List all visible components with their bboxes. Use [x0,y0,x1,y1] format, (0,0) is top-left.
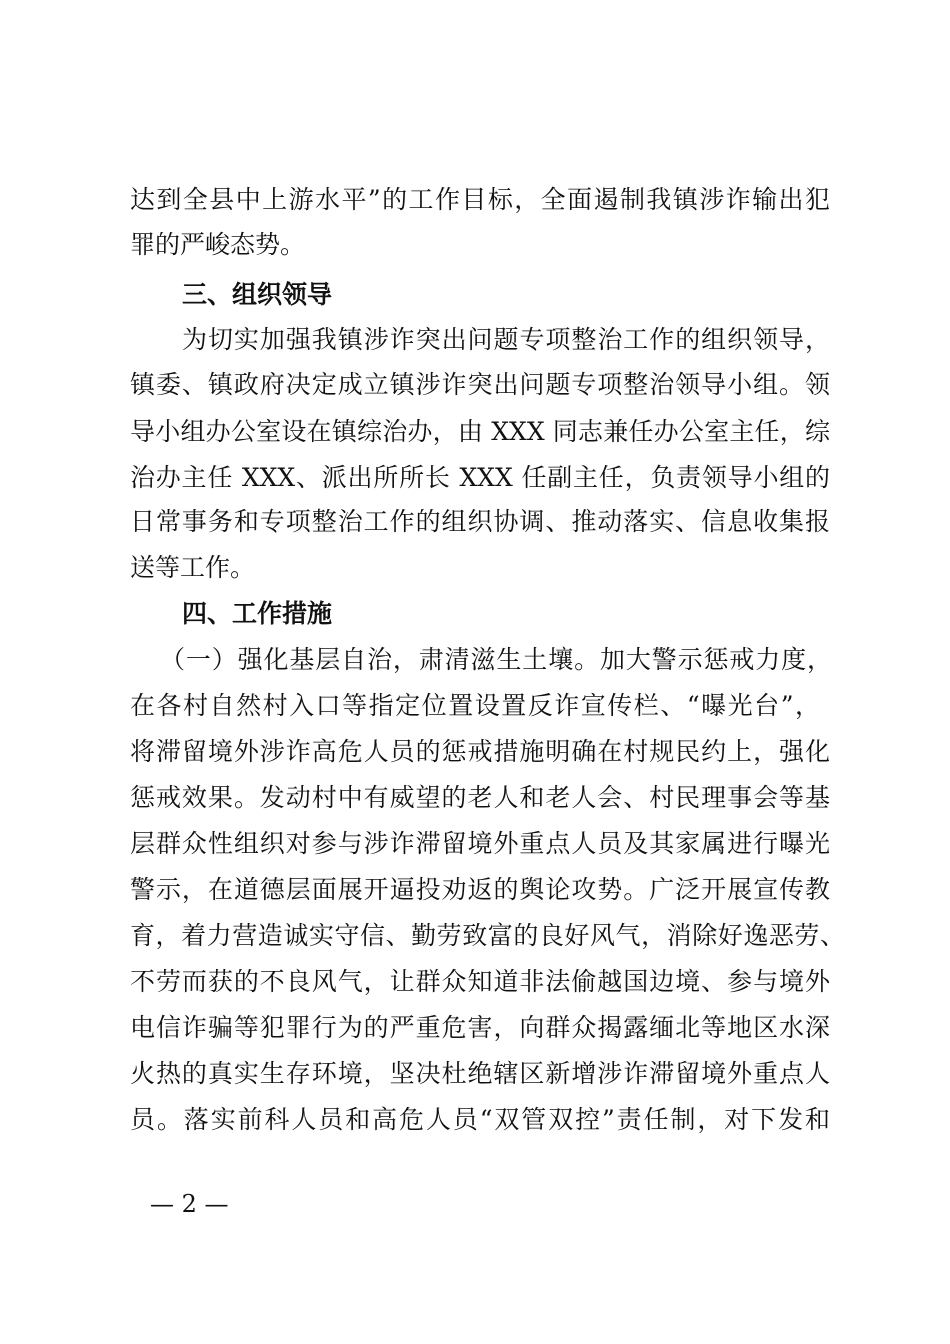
paragraph-line: 育，着力营造诚实守信、勤劳致富的良好风气，消除好逸恶劳、 [130,921,845,950]
section-heading: 三、组织领导 [182,280,333,309]
paragraph-line: （一）强化基层自治，肃清滋生土壤。加大警示惩戒力度， [160,645,832,674]
paragraph-line: 警示，在道德层面展开逼投劝返的舆论攻势。广泛开展宣传教 [130,875,830,904]
paragraph-line: 电信诈骗等犯罪行为的严重危害，向群众揭露缅北等地区水深 [130,1013,830,1042]
paragraph-line: 员。落实前科人员和高危人员“双管双控”责任制，对下发和 [130,1105,830,1134]
paragraph-line: 镇委、镇政府决定成立镇涉诈突出问题专项整治领导小组。领 [130,370,830,399]
paragraph-line: 治办主任 XXX、派出所所长 XXX 任副主任，负责领导小组的 [130,463,830,492]
paragraph-line: 送等工作。 [130,553,256,582]
section-heading: 四、工作措施 [182,599,333,628]
page-number: — 2 — [150,1190,229,1218]
paragraph-line: 层群众性组织对参与涉诈滞留境外重点人员及其家属进行曝光 [130,829,830,858]
paragraph-line: 日常事务和专项整治工作的组织协调、推动落实、信息收集报 [130,507,830,536]
paragraph-line: 罪的严峻态势。 [130,230,306,259]
paragraph-line: 在各村自然村入口等指定位置设置反诈宣传栏、“曝光台”， [130,691,820,720]
paragraph-line: 惩戒效果。发动村中有威望的老人和老人会、村民理事会等基 [130,783,830,812]
paragraph-line: 火热的真实生存环境，坚决杜绝辖区新增涉诈滞留境外重点人 [130,1059,830,1088]
paragraph-line: 为切实加强我镇涉诈突出问题专项整治工作的组织领导， [182,325,830,354]
paragraph-line: 达到全县中上游水平”的工作目标，全面遏制我镇涉诈输出犯 [130,185,830,214]
paragraph-line: 不劳而获的不良风气，让群众知道非法偷越国边境、参与境外 [130,967,830,996]
paragraph-line: 导小组办公室设在镇综治办，由 XXX 同志兼任办公室主任，综 [130,417,830,446]
paragraph-line: 将滞留境外涉诈高危人员的惩戒措施明确在村规民约上，强化 [130,737,830,766]
